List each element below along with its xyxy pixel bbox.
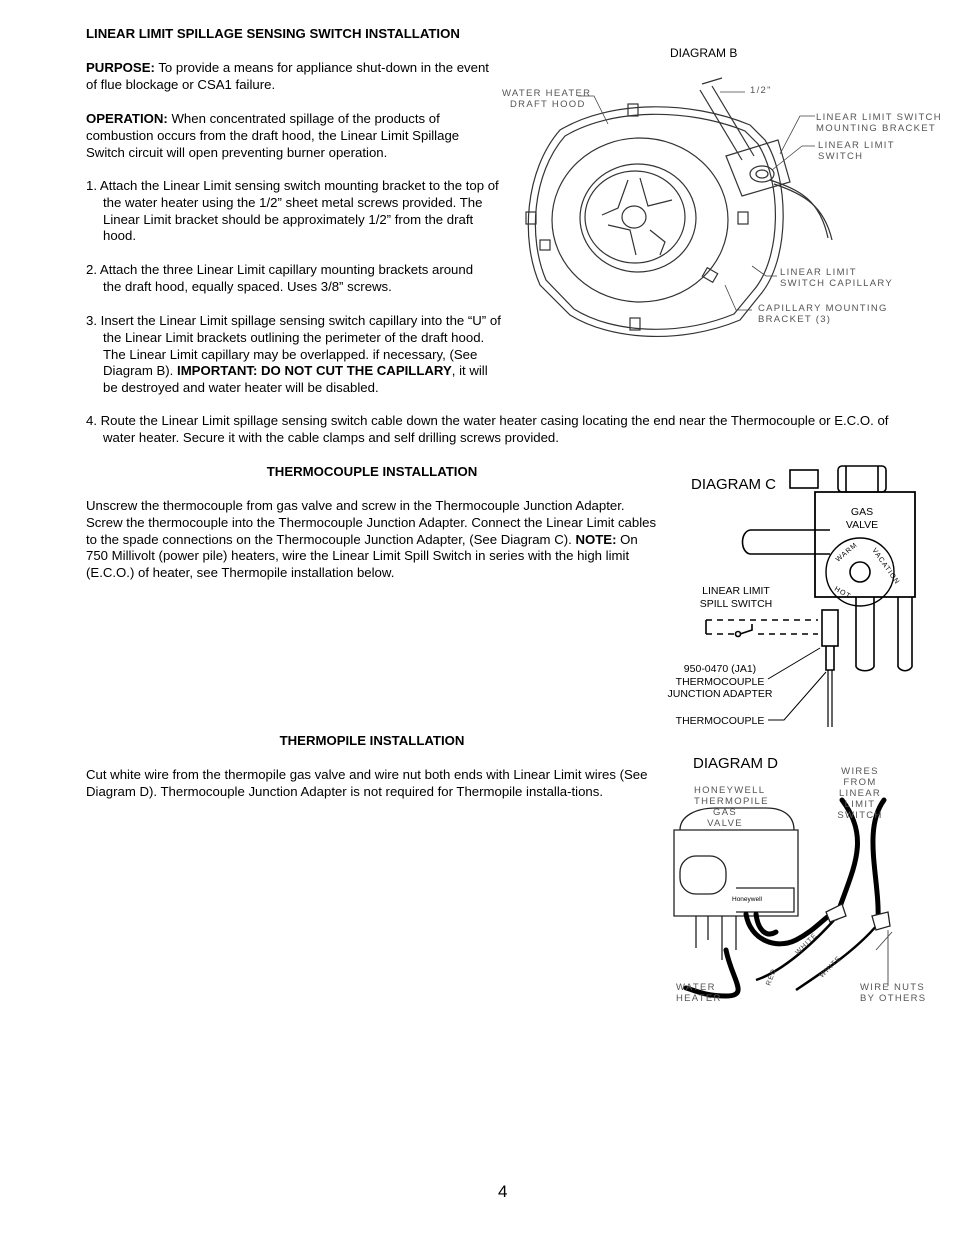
thermocouple-text: Unscrew the thermocouple from gas valve and screw in the Thermocouple Junction Adapter. Screw the thermocouple into the Thermocouple Junction Adapter. Connect the Linear Limit cables to the spade connections on the Thermocouple Junction Adapter, (See Diagram C). [86,498,657,547]
label-wire-nuts: WIRE NUTS BY OTHERS [860,982,927,1004]
purpose-paragraph [86,60,490,94]
page-number: 4 [498,1182,508,1201]
step-1: 1. Attach the Linear Limit sensing switch mounting bracket to the top of the water heater using the 1/2” sheet metal screws provided. The Linear Limit bracket should be approximately 1/2” from the draft hood. [86,178,499,244]
label-spill-switch: LINEAR LIMIT SPILL SWITCH [699,585,773,610]
label-junction-adapter: 950-0470 (JA1) THERMOCOUPLE JUNCTION ADAPTER [667,663,773,701]
note-text: On 750 Millivolt (power pile) heaters, wire the Linear Limit Spill Switch in series with the high limit (E.C.O.) of heater, see Thermopile installation below. [86,531,638,581]
valve-brand: Honeywell [732,896,762,903]
label-switch-capillary: LINEAR LIMIT SWITCH CAPILLARY [780,267,894,289]
wire-white-label-2: WHITE [818,954,843,980]
label-half-inch: 1/2" [750,85,772,96]
step-3 [86,313,503,397]
label-capillary-bracket: CAPILLARY MOUNTING BRACKET (3) [758,303,888,325]
dial-hot-label: HOT [833,585,852,601]
wire-white-label-1: WHITE [794,931,819,957]
wire-red-label: RED [765,967,778,987]
operation-paragraph [86,111,490,161]
step-3-tail: , it will be destroyed and water heater will be disabled. [103,363,488,396]
section-title-linear-limit: LINEAR LIMIT SPILLAGE SENSING SWITCH INSTALLATION [86,26,460,41]
thermopile-paragraph: Cut white wire from the thermopile gas valve and wire nut both ends with Linear Limit wires (See Diagram D). Thermocouple Junction Adapter is not required for Thermopile installa-tions. [86,767,648,799]
label-linear-limit-switch: LINEAR LIMIT SWITCH [818,140,895,162]
operation-label: OPERATION: [86,111,168,126]
diagram-c-title: DIAGRAM C [691,476,777,493]
thermocouple-paragraph [86,498,658,582]
label-water-heater: WATER HEATER [676,982,722,1004]
section-title-thermopile: THERMOPILE INSTALLATION [279,733,465,748]
dial-warm-label: WARM [834,541,860,564]
step-4: 4. Route the Linear Limit spillage sensing switch cable down the water heater casing locating the end near the Thermocouple or E.C.O. of water heater. Secure it with the cable clamps and self drilling screws provided. [86,413,889,445]
label-honeywell-thermopile: HONEYWELL THERMOPILE GAS VALVE [694,785,769,829]
label-water-heater-draft-hood: WATER HEATER DRAFT HOOD [502,88,592,110]
dial-vacation-label: VACATION [870,547,901,587]
purpose-text: To provide a means for appliance shut-down in the event of flue blockage or CSA1 failure. [86,60,489,92]
label-thermocouple: THERMOCOUPLE [675,715,765,727]
label-mounting-bracket: LINEAR LIMIT SWITCH MOUNTING BRACKET [816,112,942,134]
step-2: 2. Attach the three Linear Limit capillary mounting brackets around the draft hood, equally spaced. Uses 3/8” screws. [86,262,474,294]
label-gas-valve: GAS VALVE [845,506,879,531]
section-title-thermocouple: THERMOCOUPLE INSTALLATION [266,464,478,479]
note-label: NOTE: [575,531,617,547]
step-3-text: 3. Insert the Linear Limit spillage sensing switch capillary into the “U” of the Linear Limit brackets outlining the perimeter of the draft hood. The Linear Limit capillary may be overlapped. if necessary, (See Diagram B). [86,313,501,379]
step-3-important: IMPORTANT: DO NOT CUT THE CAPILLARY [177,363,452,379]
label-wires-from-switch: WIRES FROM LINEAR LIMIT SWITCH [837,766,883,821]
purpose-label: PURPOSE: [86,60,155,75]
diagram-d-title: DIAGRAM D [693,755,779,772]
diagram-b-title: DIAGRAM B [670,46,738,60]
operation-text: When concentrated spillage of the products of combustion occurs from the draft hood, the Linear Limit Spillage Switch circuit will open preventing burner operation. [86,111,460,160]
